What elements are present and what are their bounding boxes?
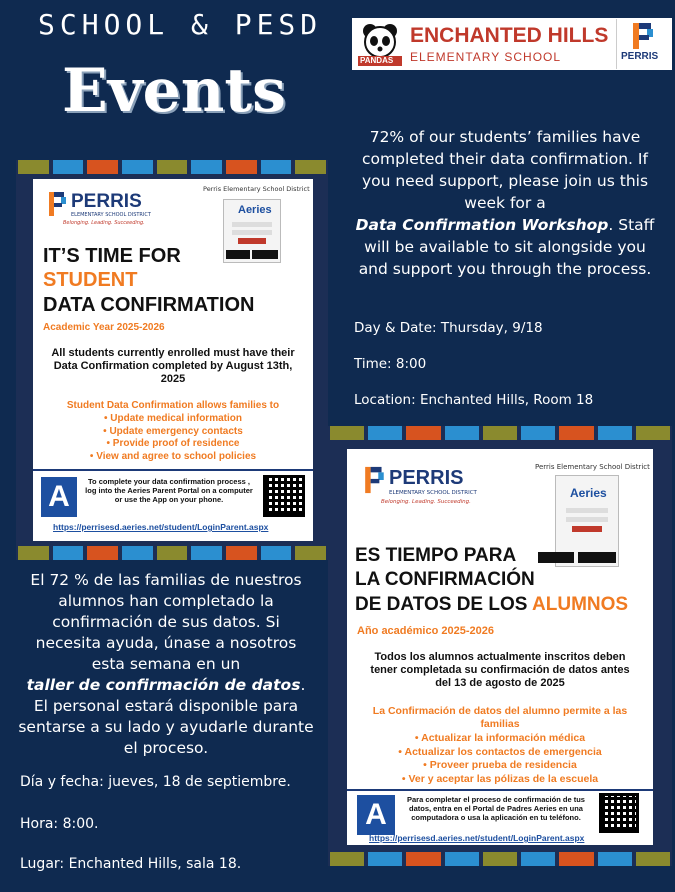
- allows-heading: La Confirmación de datos del alumno permite a las familias: [372, 705, 628, 730]
- aeries-a-icon: A: [41, 477, 77, 517]
- aeries-a-icon: A: [357, 795, 395, 835]
- instructions-text: To complete your data confirmation process , log into the Aeries Parent Portal on a computer or use the App on your phone.: [85, 477, 253, 504]
- header-line1: SCHOOL & PESD: [38, 8, 323, 41]
- english-workshop-name: Data Confirmation Workshop: [355, 216, 609, 234]
- list-item: • Proveer prueba de residencia: [423, 759, 577, 771]
- english-day-date: Day & Date: Thursday, 9/18: [354, 320, 543, 336]
- school-subtitle: ELEMENTARY SCHOOL: [410, 50, 562, 64]
- spanish-paragraph-2: El personal estará disponible para sentarse a su lado y ayudarle durante el proceso.: [18, 697, 314, 757]
- flyer-footer-divider: [33, 469, 313, 471]
- bullet-list: [39, 413, 307, 463]
- flyer-bottom-stripes: [328, 852, 672, 866]
- perris-logo-text: PERRIS: [389, 467, 464, 489]
- spanish-time: Hora: 8:00.: [20, 816, 99, 832]
- perris-district-logo: [616, 19, 671, 69]
- flyer-heading-2: LA CONFIRMACIÓN: [355, 569, 535, 590]
- instructions-text: Para completar el proceso de confirmación de tus datos, entra en el Portal de Padres Aeries en una computadora o usa la aplicación en tu teléfono.: [407, 795, 585, 822]
- mascot-label: PANDAS: [360, 56, 394, 65]
- bullet-list: [353, 732, 647, 786]
- portal-url-link[interactable]: https://perrisesd.aeries.net/student/LoginParent.aspx: [53, 522, 269, 532]
- district-name: Perris Elementary School District: [203, 185, 310, 193]
- perris-p-icon: [363, 465, 387, 495]
- flyer-top-stripes: [328, 426, 672, 440]
- flyer-footer-divider: [347, 789, 653, 791]
- spanish-workshop-name: taller de confirmación de datos: [26, 676, 301, 694]
- header-events-title: Events: [62, 56, 286, 126]
- spanish-day-date: Día y fecha: jueves, 18 de septiembre.: [20, 774, 291, 790]
- english-paragraph-1: 72% of our students’ families have completed their data confirmation. If you need support, please join us this week for a: [361, 128, 649, 212]
- district-name: Perris Elementary School District: [535, 463, 650, 471]
- app-phone-mockup: [223, 199, 281, 263]
- allows-heading: Student Data Confirmation allows families to: [66, 400, 280, 411]
- aeries-app-name: Aeries: [238, 204, 272, 216]
- list-item: • Update medical information: [104, 413, 242, 424]
- english-location: Location: Enchanted Hills, Room 18: [354, 392, 594, 408]
- flyer-bottom-stripes: [16, 546, 328, 560]
- perris-tagline: Belonging. Leading. Succeeding.: [381, 499, 471, 505]
- spanish-location: Lugar: Enchanted Hills, sala 18.: [20, 856, 242, 872]
- academic-year: Academic Year 2025-2026: [43, 322, 165, 333]
- perris-logo-sub: ELEMENTARY SCHOOL DISTRICT: [389, 490, 477, 496]
- list-item: • Ver y aceptar las pólizas de la escuela: [401, 772, 599, 785]
- perris-p-icon: [47, 191, 69, 217]
- spanish-flyer: [328, 426, 672, 866]
- flyer-heading-2: STUDENT: [43, 269, 138, 291]
- flyer-heading-1: ES TIEMPO PARA: [355, 545, 517, 566]
- list-item: • Update emergency contacts: [103, 425, 243, 437]
- requirement-text: All students currently enrolled must have their Data Confirmation completed by August 13th, 2025: [51, 347, 295, 385]
- english-flyer: [16, 160, 328, 560]
- english-time: Time: 8:00: [354, 356, 427, 372]
- qr-code-icon: [263, 475, 305, 517]
- requirement-text: Todos los alumnos actualmente inscritos deben tener completada su confirmación de datos antes del 13 de agosto de 2025: [370, 651, 630, 689]
- list-item: • View and agree to school policies: [89, 450, 257, 462]
- aeries-app-name: Aeries: [570, 486, 607, 500]
- flyer-heading-3: DATA CONFIRMATION: [43, 294, 255, 316]
- spanish-flyer-page: [346, 448, 654, 846]
- perris-tagline: Belonging. Leading. Succeeding.: [63, 220, 145, 226]
- qr-code-icon: [599, 793, 639, 833]
- panda-mascot-logo: [356, 22, 404, 66]
- school-name: ENCHANTED HILLS: [410, 24, 609, 47]
- perris-logo-sub: ELEMENTARY SCHOOL DISTRICT: [71, 212, 151, 218]
- list-item: • Provide proof of residence: [106, 438, 240, 449]
- english-flyer-page: [32, 178, 314, 542]
- english-paragraph-2: Staff will be available to sit alongside you and support you through the process.: [358, 216, 655, 278]
- flyer-heading-3: DE DATOS DE LOS ALUMNOS: [355, 594, 629, 615]
- spanish-description: El 72 % de las familias de nuestros alumnos han completado la confirmación de sus datos. Si necesita ayuda, únase a nosotros esta semana en un taller de confirmación de datos. El personal estará disponible para sentarse a su lado y ayudarle durante el proceso.: [18, 571, 314, 757]
- english-description: 72% of our students’ families have completed their data confirmation. If you need support, please join us this week for a Data Confirmation Workshop. Staff will be available to sit alongside you and support you through the process.: [355, 128, 655, 278]
- flyer-top-stripes: [16, 160, 328, 174]
- flyer-heading-1: IT’S TIME FOR: [43, 245, 181, 267]
- app-phone-mockup: [555, 475, 619, 567]
- perris-logo-text: PERRIS: [71, 191, 142, 212]
- school-logo-bar: [352, 18, 672, 70]
- list-item: • Actualizar los contactos de emergencia: [398, 745, 602, 758]
- list-item: • Actualizar la información médica: [414, 732, 586, 744]
- perris-small-text: PERRIS: [621, 51, 659, 62]
- portal-url-link[interactable]: https://perrisesd.aeries.net/student/LoginParent.aspx: [369, 833, 585, 843]
- academic-year: Año académico 2025-2026: [357, 625, 494, 637]
- spanish-paragraph-1: El 72 % de las familias de nuestros alumnos han completado la confirmación de sus datos. Si necesita ayuda, únase a nosotros esta semana en un: [30, 571, 302, 673]
